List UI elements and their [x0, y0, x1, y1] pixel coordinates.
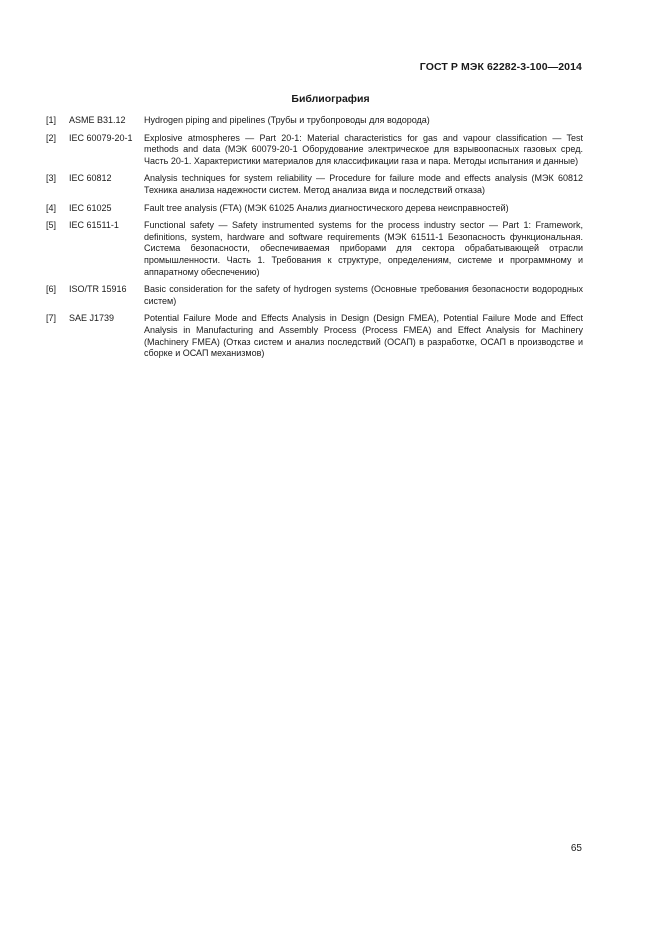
entry-code: IEC 60812	[69, 173, 112, 184]
bibliography-entry	[46, 313, 583, 359]
bibliography-list	[46, 115, 583, 366]
standard-header: ГОСТ Р МЭК 62282-3-100—2014	[419, 61, 582, 73]
bibliography-entry	[46, 203, 583, 215]
entry-number: [7]	[46, 313, 57, 324]
bibliography-title	[0, 93, 661, 105]
bibliography-title-text: Библиография	[291, 93, 370, 105]
entry-number: [4]	[46, 202, 57, 213]
entry-number: [6]	[46, 284, 57, 295]
entry-code: ASME B31.12	[69, 115, 126, 125]
entry-description: Explosive atmospheres — Part 20-1: Material characteristics for gas and vapour classification — Test methods and data (МЭК 60079-20-1 Оборудование электрическое для взрывоопасных газовых сред. Часть 20-1. Характеристики материалов для классификации газа и пара. Методы испытания и данные)	[144, 132, 583, 166]
entry-number: [1]	[46, 115, 57, 125]
entry-code: ISO/TR 15916	[69, 284, 127, 295]
entry-code: IEC 61025	[69, 202, 112, 213]
entry-description: Fault tree analysis (FTA) (МЭК 61025 Анализ диагностического дерева неисправностей)	[144, 202, 509, 213]
page-number: 65	[570, 843, 582, 854]
entry-description: Basic consideration for the safety of hydrogen systems (Основные требования безопасности водородных систем)	[144, 284, 583, 306]
entry-number: [5]	[46, 220, 57, 231]
entry-number: [3]	[46, 173, 57, 184]
entry-description: Potential Failure Mode and Effects Analysis in Design (Design FMEA), Potential Failure Mode and Effect Analysis in Manufacturing and Assembly Process (Process FMEA) and Effect Analysis for Machinery (Machinery FMEA) (Отказ систем и анализ последствий (ОСАП) в разработке, ОСАП в производстве и сборке и ОСАП механизмов)	[144, 313, 583, 359]
entry-description: Functional safety — Safety instrumented systems for the process industry sector — Part 1: Framework, definitions, system, hardware and software requirements (МЭК 61511-1 Безопасность функциональная. Система безопасности, обеспечиваемая приборами для сектора обрабатывающей отрасли промышленности. Часть 1. Требования к структуре, определениям, системе и программному и аппаратному обеспечению)	[144, 220, 583, 277]
entry-code: IEC 61511-1	[69, 220, 119, 231]
bibliography-entry	[46, 133, 583, 168]
entry-description: Analysis techniques for system reliability — Procedure for failure mode and effects analysis (МЭК 60812 Техника анализа надежности систем. Метод анализа вида и последствий отказа)	[144, 173, 583, 195]
entry-number: [2]	[46, 132, 57, 143]
bibliography-entry	[46, 173, 583, 196]
bibliography-entry	[46, 284, 583, 307]
bibliography-entry	[46, 220, 583, 278]
entry-code: IEC 60079-20-1	[69, 132, 133, 143]
entry-description: Hydrogen piping and pipelines (Трубы и трубопроводы для водорода)	[144, 115, 430, 125]
bibliography-entry	[46, 115, 583, 127]
entry-code: SAE J1739	[69, 313, 115, 324]
